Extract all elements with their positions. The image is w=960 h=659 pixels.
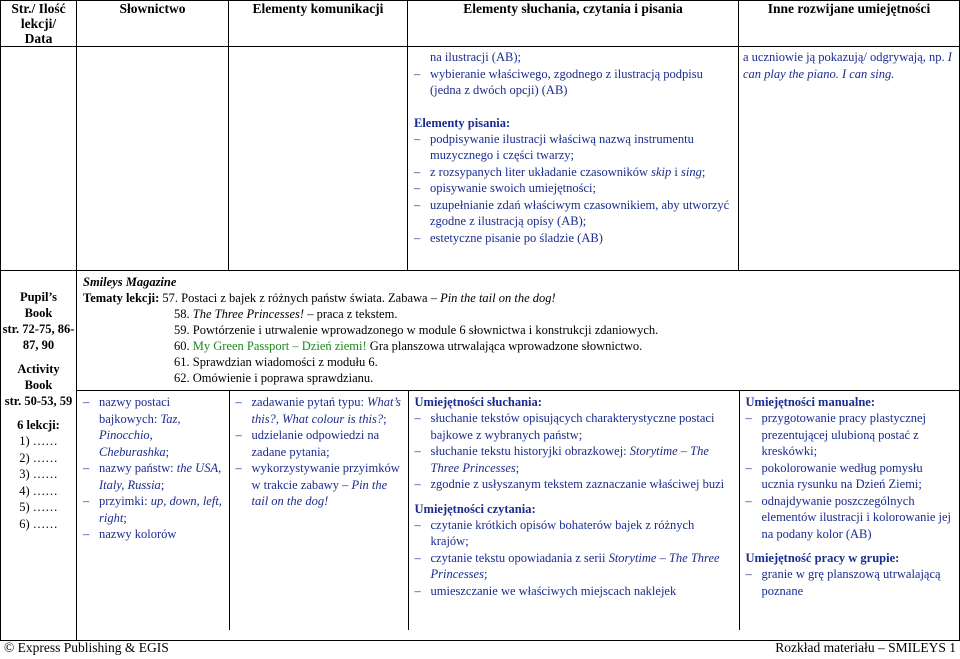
comm-item: – udzielanie odpowiedzi na zadane pytania; xyxy=(236,427,404,460)
lesson-slot: 2) …… xyxy=(19,450,58,465)
listening-item: – wybieranie właściwego, zgodnego z ilustracją podpisu (jedna z dwóch opcji) (AB) xyxy=(414,66,734,99)
group-section-title: Umiejętność pracy w grupie: xyxy=(745,551,900,565)
manual-section-title: Umiejętności manualne: xyxy=(745,395,875,409)
vocab-item: – nazwy kolorów xyxy=(83,526,225,543)
lesson-topic: 58. The Three Princesses! – praca z tekstem. xyxy=(174,307,398,321)
reading-item: – czytanie tekstu opowiadania z serii Storytime – The Three Princesses; xyxy=(415,550,735,583)
manual-item: – pokolorowanie według pomysłu ucznia rysunku na Dzień Ziemi; xyxy=(746,460,956,493)
writing-item: – uzupełnianie zdań właściwym czasownikiem, aby utworzyć zgodne z ilustracją opisy (AB); xyxy=(414,197,734,230)
lesson-topic: 62. Omówienie i poprawa sprawdzianu. xyxy=(174,371,374,385)
vocab-item: – nazwy postaci bajkowych: Taz, Pinocchio, Cheburashka; xyxy=(83,394,225,460)
listening-item: na ilustracji (AB); xyxy=(430,50,521,64)
vocabulary-cell xyxy=(77,391,229,631)
reading-item: – umieszczanie we właściwych miejscach naklejek xyxy=(415,583,735,600)
header-vocabulary: Słownictwo xyxy=(77,1,229,47)
header-row xyxy=(1,1,960,47)
writing-item: – z rozsypanych liter układanie czasowników skip i sing; xyxy=(414,164,734,181)
vocab-item: – nazwy państw: the USA, Italy, Russia; xyxy=(83,460,225,493)
module-skills-table xyxy=(77,390,959,630)
module-row xyxy=(1,271,960,641)
lesson-slot: 6) …… xyxy=(19,516,58,531)
lessons-count: 6 lekcji: xyxy=(17,418,60,432)
magazine-title: Smileys Magazine xyxy=(83,275,177,289)
module-pages-cell xyxy=(1,271,77,641)
footer-copyright: © Express Publishing & EGIS xyxy=(4,640,169,655)
continuation-row xyxy=(1,47,960,271)
writing-item: – opisywanie swoich umiejętności; xyxy=(414,180,734,197)
manual-item: – odnajdywanie poszczególnych elementów ilustracji i kolorowanie jej na podany kolor (AB) xyxy=(746,493,956,543)
other-skills-text: a uczniowie ją pokazują/ odgrywają, np. I can play the piano. I can sing. xyxy=(743,50,952,81)
lesson-topic: 59. Powtórzenie i utrwalenie wprowadzonego w module 6 słownictwa i konstrukcji zdaniowych. xyxy=(174,323,659,337)
header-listening-reading-writing: Elementy słuchania, czytania i pisania xyxy=(408,1,739,47)
footer-title: Rozkład materiału – SMILEYS 1 xyxy=(775,640,956,655)
communication-cell xyxy=(229,391,408,631)
group-item: – granie w grę planszową utrwalającą poznane xyxy=(746,566,956,599)
lesson-slot: 4) …… xyxy=(19,483,58,498)
pupils-book-pages: str. 72-75, 86-87, 90 xyxy=(2,322,75,352)
listening-item: – słuchanie tekstu historyjki obrazkowej: Storytime – The Three Princesses; xyxy=(415,443,735,476)
module-content-cell xyxy=(77,271,960,641)
lesson-slot: 1) …… xyxy=(19,434,58,448)
other-skills-cell xyxy=(739,391,959,631)
lesson-slot: 3) …… xyxy=(19,467,58,481)
listening-section-title: Umiejętności słuchania: xyxy=(414,395,542,409)
header-pages: Str./ Ilość lekcji/ Data xyxy=(1,1,77,47)
pupils-book-label: Pupil’s Book xyxy=(19,290,58,320)
lesson-topic: Tematy lekcji: 57. Postaci z bajek z różnych państw świata. Zabawa – Pin the tail on the dog! xyxy=(83,291,556,305)
writing-item: – estetyczne pisanie po śladzie (AB) xyxy=(414,230,734,247)
listening-item: – słuchanie tekstów opisujących charakterystyczne postaci bajkowe z wybranych państw; xyxy=(415,410,735,443)
comm-item: – wykorzystywanie przyimków w trakcie zabawy – Pin the tail on the dog! xyxy=(236,460,404,510)
vocab-item: – przyimki: up, down, left, right; xyxy=(83,493,225,526)
activity-book-label: Activity Book xyxy=(17,362,60,392)
listening-reading-cell xyxy=(408,391,739,631)
header-other-skills: Inne rozwijane umiejętności xyxy=(739,1,960,47)
reading-section-title: Umiejętności czytania: xyxy=(414,501,536,516)
page-footer xyxy=(0,638,960,659)
header-communication: Elementy komunikacji xyxy=(229,1,408,47)
continuation-skills-cell xyxy=(408,47,739,271)
comm-item: – zadawanie pytań typu: What’s this?, What colour is this?; xyxy=(236,394,404,427)
lesson-topic: 60. My Green Passport – Dzień ziemi! Gra planszowa utrwalająca wprowadzone słownictwo. xyxy=(174,339,643,353)
manual-item: – przygotowanie pracy plastycznej prezentującej ulubioną postać z kreskówki; xyxy=(746,410,956,460)
continuation-other-cell xyxy=(739,47,960,271)
lesson-topics xyxy=(77,271,959,390)
activity-book-pages: str. 50-53, 59 xyxy=(4,394,73,408)
reading-item: – czytanie krótkich opisów bohaterów bajek z różnych krajów; xyxy=(415,517,735,550)
writing-item: – podpisywanie ilustracji właściwą nazwą instrumentu muzycznego i części twarzy; xyxy=(414,131,734,164)
listening-item: – zgodnie z usłyszanym tekstem zaznaczanie właściwej buzi xyxy=(415,476,735,493)
lesson-slot: 5) …… xyxy=(19,500,58,514)
lesson-topic: 61. Sprawdzian wiadomości z modułu 6. xyxy=(174,355,378,369)
writing-section-title: Elementy pisania: xyxy=(414,115,511,130)
